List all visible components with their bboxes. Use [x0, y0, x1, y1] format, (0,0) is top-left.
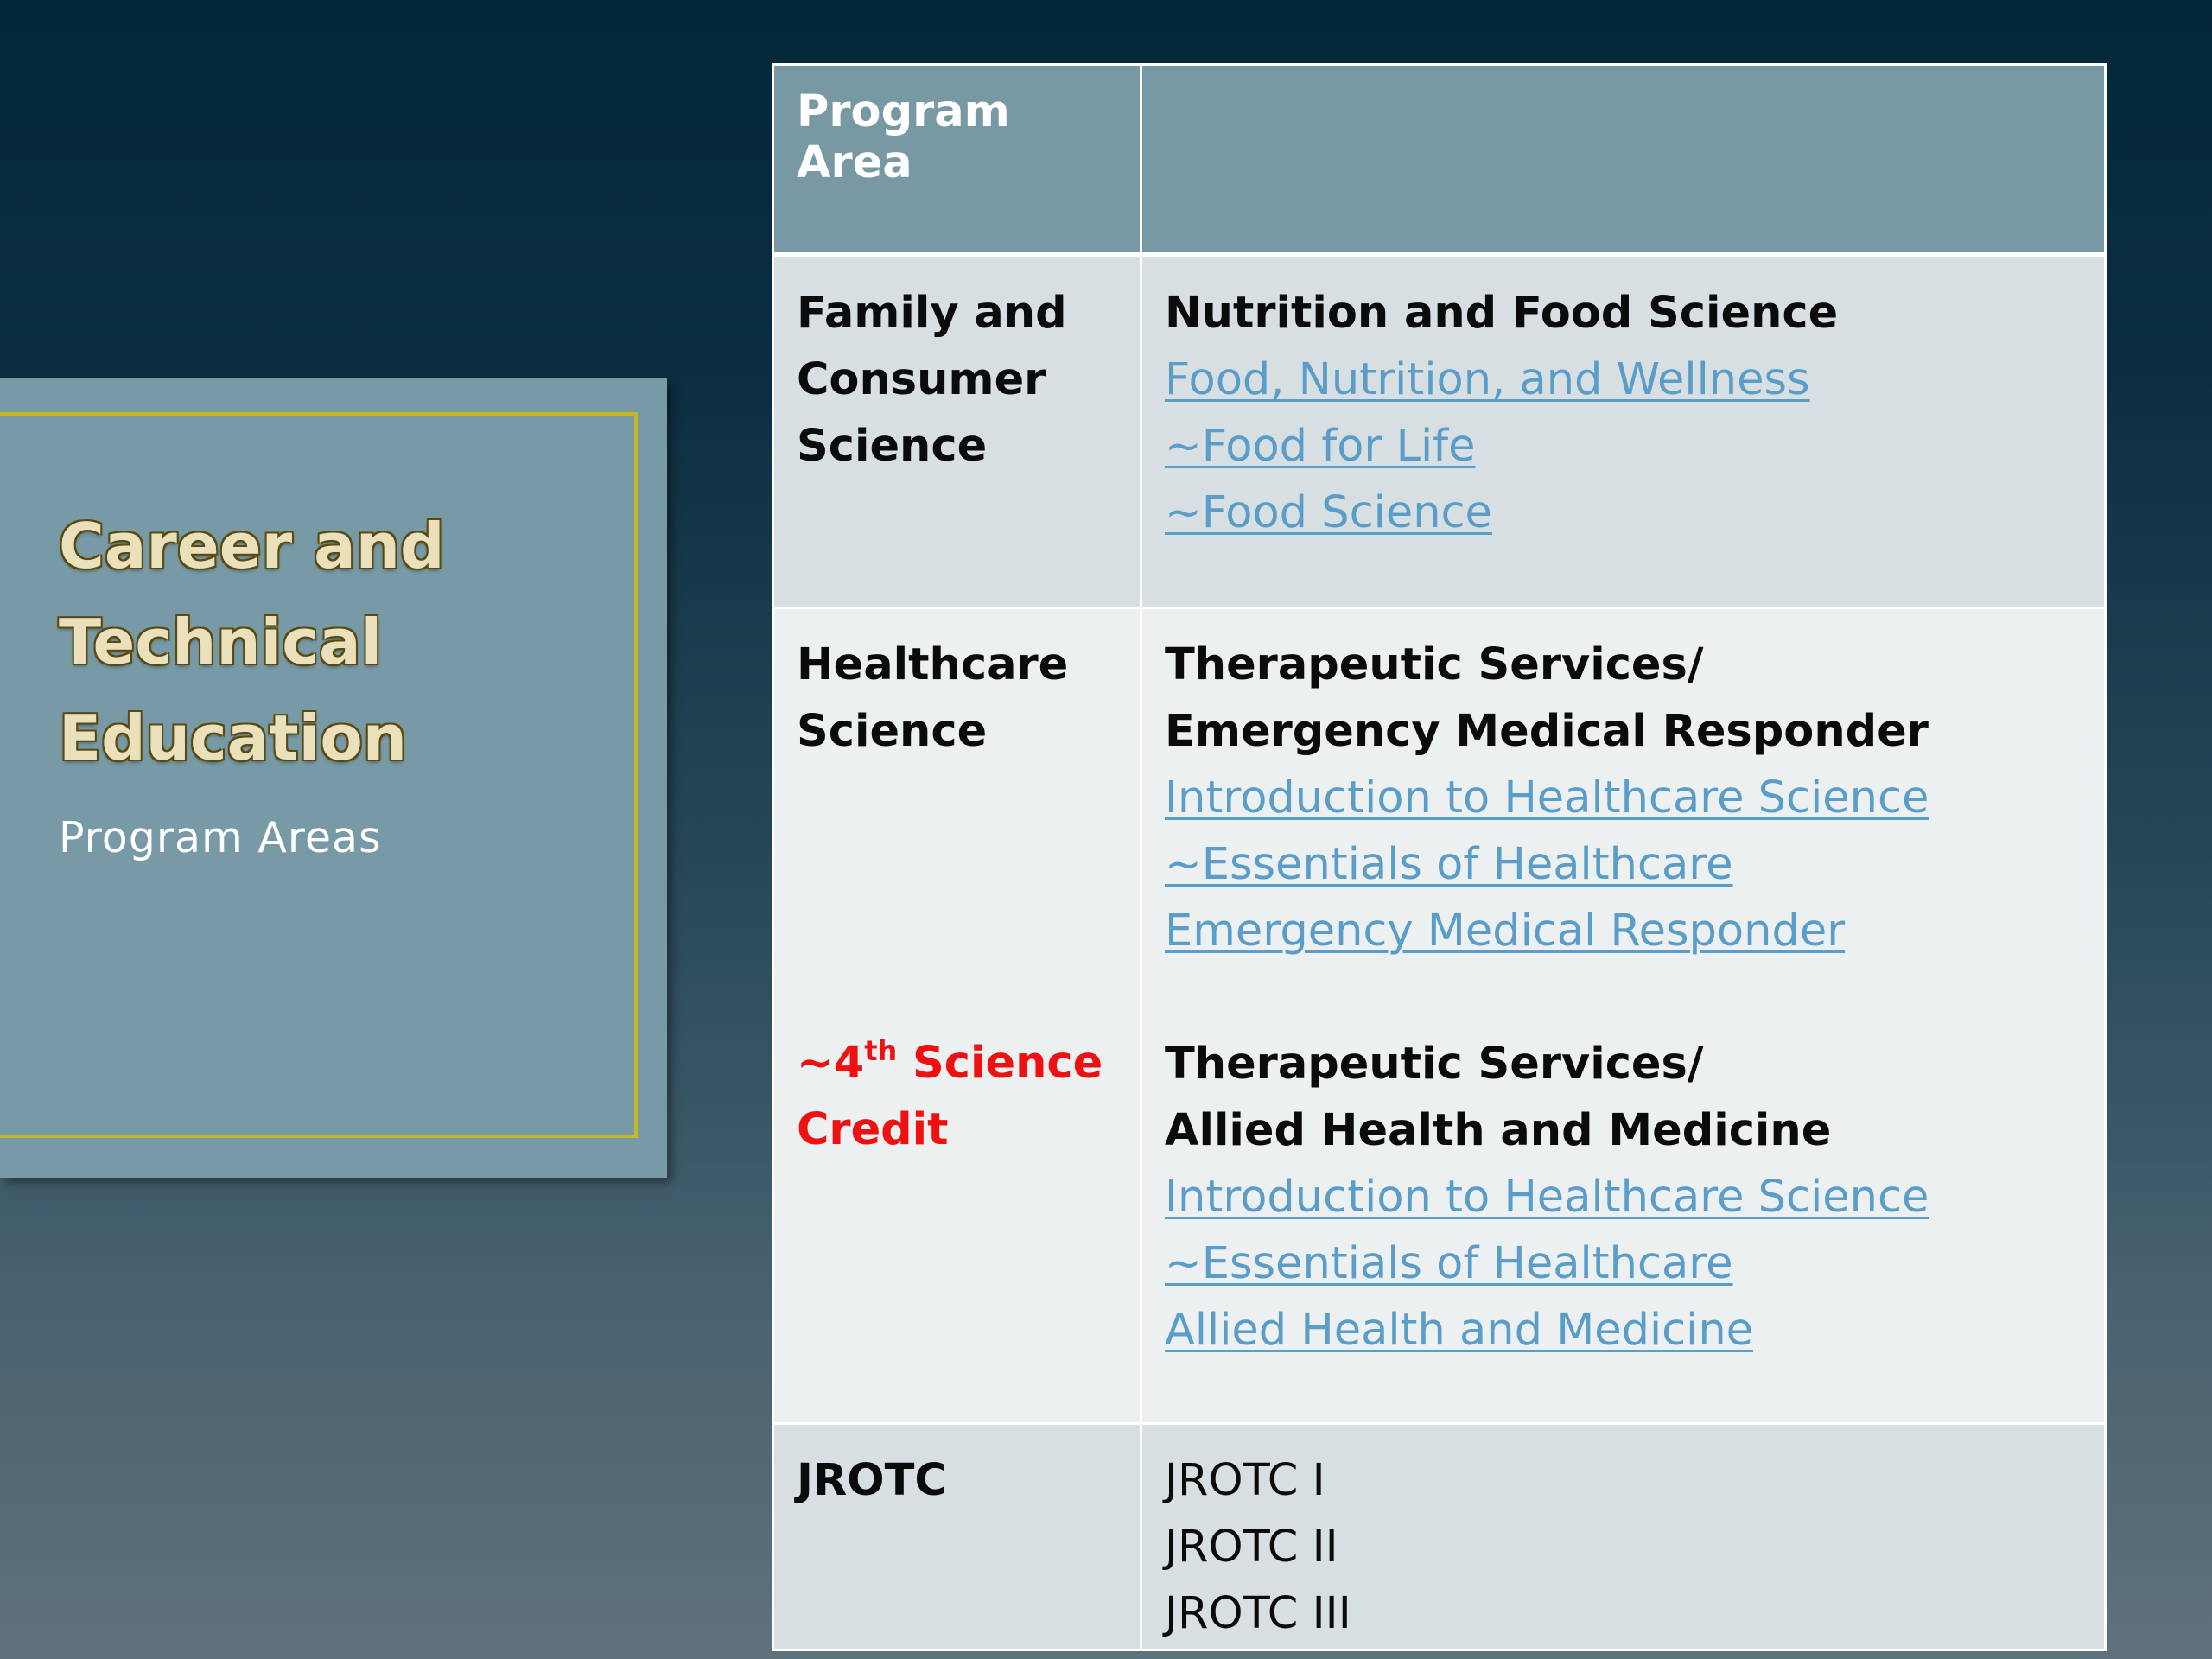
courses-cell — [1141, 255, 2106, 607]
program-area-name: Family and — [797, 288, 1067, 339]
course-item: JROTC III — [1165, 1587, 1351, 1639]
course-item: JROTC II — [1165, 1521, 1338, 1573]
course-link[interactable]: ~Essentials of Healthcare — [1165, 1237, 1733, 1289]
group-spacer — [1165, 964, 2104, 1031]
program-area-name: Healthcare — [797, 639, 1069, 690]
science-credit-superscript: th — [864, 1033, 898, 1067]
table-row — [773, 1423, 2106, 1649]
program-area-name: Science — [797, 421, 988, 472]
pathway-heading: Therapeutic Services/ — [1165, 1038, 1704, 1090]
courses-cell — [1141, 607, 2106, 1423]
course-link[interactable]: Introduction to Healthcare Science — [1165, 1171, 1929, 1223]
pathway-heading: Emergency Medical Responder — [1165, 705, 1929, 757]
courses-cell — [1141, 1423, 2106, 1649]
pathway-heading: Therapeutic Services/ — [1165, 639, 1704, 690]
slide-title — [59, 499, 612, 786]
course-item: JROTC I — [1165, 1454, 1325, 1506]
program-area-name: Consumer — [797, 354, 1046, 405]
table-row — [773, 255, 2106, 607]
pathway-heading: Allied Health and Medicine — [1165, 1104, 1832, 1156]
program-area-name: Science — [797, 705, 988, 757]
slide-title-line: Technical — [59, 606, 383, 678]
program-area-cell — [773, 1423, 1141, 1649]
science-credit-prefix: ~4 — [797, 1037, 865, 1089]
title-panel — [0, 378, 667, 1178]
header-courses-label — [1142, 66, 2104, 86]
slide-title-line: Education — [59, 702, 408, 774]
course-link[interactable]: Allied Health and Medicine — [1165, 1304, 1754, 1356]
course-link[interactable]: ~Essentials of Healthcare — [1165, 838, 1733, 890]
course-link[interactable]: Food, Nutrition, and Wellness — [1165, 354, 1810, 405]
header-program-area-label: Program Area — [797, 86, 1010, 188]
slide-title-line: Career and — [59, 510, 445, 582]
science-credit-suffix: Science — [897, 1037, 1103, 1089]
pathway-heading: Nutrition and Food Science — [1165, 288, 1839, 339]
header-cell-program-area — [773, 65, 1141, 256]
course-link[interactable]: Emergency Medical Responder — [1165, 905, 1846, 957]
table-row — [773, 607, 2106, 1423]
header-cell-courses — [1141, 65, 2106, 256]
table-header-row — [773, 65, 2106, 256]
science-credit-line2: Credit — [797, 1103, 949, 1155]
program-area-cell — [773, 255, 1141, 607]
course-link[interactable]: ~Food for Life — [1165, 421, 1476, 472]
science-credit-note — [797, 1030, 1140, 1163]
slide-subtitle: Program Areas — [59, 813, 382, 862]
course-link[interactable]: Introduction to Healthcare Science — [1165, 772, 1929, 823]
program-areas-table — [772, 63, 2107, 1651]
course-link[interactable]: ~Food Science — [1165, 487, 1492, 538]
program-area-name: JROTC — [797, 1454, 947, 1506]
program-area-cell — [773, 607, 1141, 1423]
